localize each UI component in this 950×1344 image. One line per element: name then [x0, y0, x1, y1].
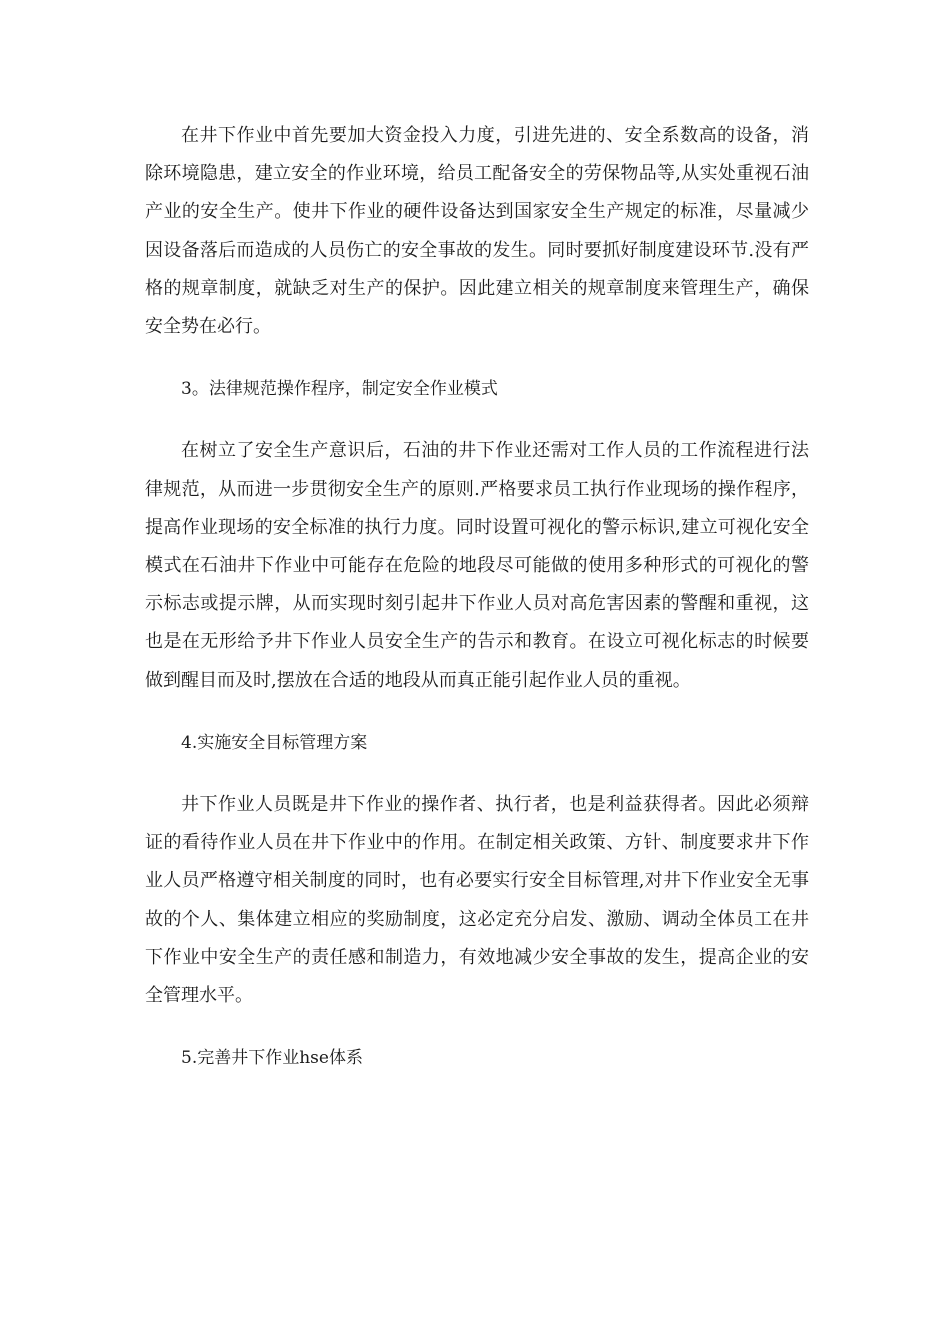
paragraph-gap: [145, 762, 809, 786]
section-heading-4: 4.实施安全目标管理方案: [181, 732, 368, 753]
paragraph-gap: [145, 1015, 809, 1039]
paragraph-gap: [145, 346, 809, 370]
document-body: [145, 117, 809, 1077]
paragraph-gap: [145, 700, 809, 724]
paragraph-equipment-investment: 在井下作业中首先要加大资金投入力度，引进先进的、安全系数高的设备，消除环境隐患，建立安全的作业环境，给员工配备安全的劳保物品等,从实处重视石油产业的安全生产。使井下作业的硬件设备达到国家安全生产规定的标准，尽量减少因设备落后而造成的人员伤亡的安全事故的发生。同时要抓好制度建设环节.没有严格的规章制度，就缺乏对生产的保护。因此建立相关的规章制度来管理生产，确保安全势在必行。: [145, 125, 809, 338]
paragraph-target-management: 井下作业人员既是井下作业的操作者、执行者，也是利益获得者。因此必须辩证的看待作业人员在井下作业中的作用。在制定相关政策、方针、制度要求井下作业人员严格遵守相关制度的同时，也有必要实行安全目标管理,对井下作业安全无事故的个人、集体建立相应的奖励制度，这必定充分启发、激励、调动全体员工在井下作业中安全生产的责任感和制造力，有效地减少安全事故的发生，提高企业的安全管理水平。: [145, 794, 809, 1007]
section-heading-3: 3。法律规范操作程序，制定安全作业模式: [181, 379, 498, 400]
section-heading-5: 5.完善井下作业hse体系: [181, 1048, 363, 1069]
paragraph-gap: [145, 408, 809, 432]
paragraph-legal-standards: 在树立了安全生产意识后，石油的井下作业还需对工作人员的工作流程进行法律规范，从而进一步贯彻安全生产的原则.严格要求员工执行作业现场的操作程序，提高作业现场的安全标准的执行力度。同时设置可视化的警示标识,建立可视化安全模式在石油井下作业中可能存在危险的地段尽可能做的使用多种形式的可视化的警示标志或提示牌，从而实现时刻引起井下作业人员对高危害因素的警醒和重视，这也是在无形给予井下作业人员安全生产的告示和教育。在设立可视化标志的时候要做到醒目而及时,摆放在合适的地段从而真正能引起作业人员的重视。: [145, 440, 809, 691]
